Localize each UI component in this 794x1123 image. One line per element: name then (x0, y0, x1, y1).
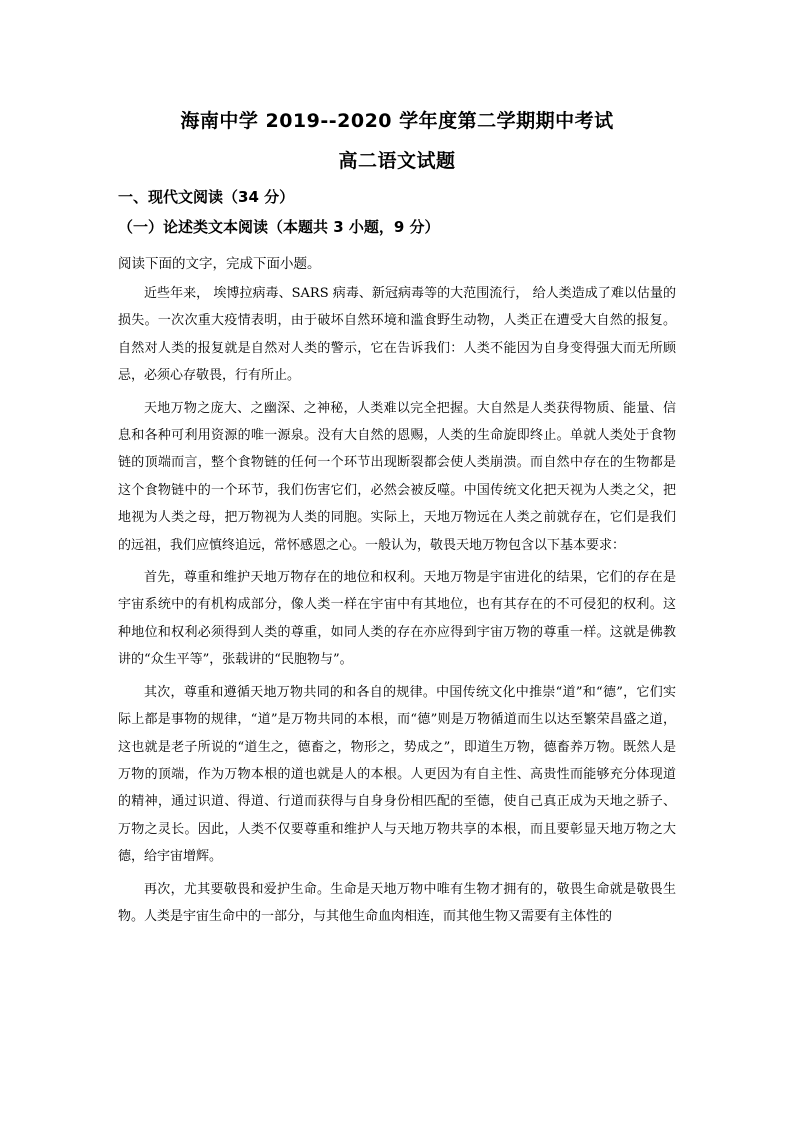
passage (118, 280, 676, 935)
passage-paragraph-5: 再次，尤其要敬畏和爱护生命。生命是天地万物中唯有生物才拥有的，敬畏生命就是敬畏生物。人类是宇宙生命中的一部分，与其他生命血肉相连，而其他生物又需要有主体性的 (118, 881, 676, 924)
exam-title: 海南中学 2019--2020 学年度第二学期期中考试 (180, 110, 614, 132)
passage-paragraph-4: 其次，尊重和遵循天地万物共同的和各自的规律。中国传统文化中推崇“道”和“德”，它们实际上都是事物的规律，“道”是万物共同的本根，而“德”则是万物循道而生以达至繁荣昌盛之道，这也就是老子所说的“道生之，德畜之，物形之，势成之”，即道生万物，德畜养万物。既然人是万物的顶端，作为万物本根的道也就是人的本根。人更因为有自主性、高贵性而能够充分体现道的精神，通过识道、得道、行道而获得与自身身份相匹配的至德，使自己真正成为天地之骄子、万物之灵长。因此，人类不仅要尊重和维护人与天地万物共享的本根，而且要彰显天地万物之大德，给宇宙增辉。 (118, 684, 676, 865)
instruction-text: 阅读下面的文字，完成下面小题。 (118, 256, 321, 272)
exam-subtitle: 高二语文试题 (338, 150, 456, 172)
section-heading: 一、现代文阅读（34 分） (118, 188, 295, 206)
passage-paragraph-1: 近些年来， 埃博拉病毒、SARS 病毒、新冠病毒等的大范围流行， 给人类造成了难以估量的损失。一次次重大疫情表明，由于破坏自然环境和滥食野生动物，人类正在遭受大自然的报复。自然对人类的报复就是自然对人类的警示，它在告诉我们：人类不能因为自身变得强大而无所顾忌，必须心存敬畏，行有所止。 (118, 286, 676, 384)
passage-paragraph-2: 天地万物之庞大、之幽深、之神秘，人类难以完全把握。大自然是人类获得物质、能量、信息和各种可利用资源的唯一源泉。没有大自然的恩赐，人类的生命旋即终止。单就人类处于食物链的顶端而言，整个食物链的任何一个环节出现断裂都会使人类崩溃。而自然中存在的生物都是这个食物链中的一个环节，我们伤害它们，必然会被反噬。中国传统文化把天视为人类之父，把地视为人类之母，把万物视为人类的同胞。实际上，天地万物远在人类之前就存在，它们是我们的远祖，我们应慎终追远，常怀感恩之心。一般认为，敬畏天地万物包含以下基本要求： (118, 400, 676, 553)
subsection-heading: （一）论述类文本阅读（本题共 3 小题，9 分） (118, 218, 440, 236)
passage-paragraph-3: 首先，尊重和维护天地万物存在的地位和权利。天地万物是宇宙进化的结果，它们的存在是宇宙系统中的有机构成部分，像人类一样在宇宙中有其地位，也有其存在的不可侵犯的权利。这种地位和权利必须得到人类的尊重，如同人类的存在亦应得到宇宙万物的尊重一样。这就是佛教讲的“众生平等”，张载讲的“民胞物与”。 (118, 570, 676, 668)
